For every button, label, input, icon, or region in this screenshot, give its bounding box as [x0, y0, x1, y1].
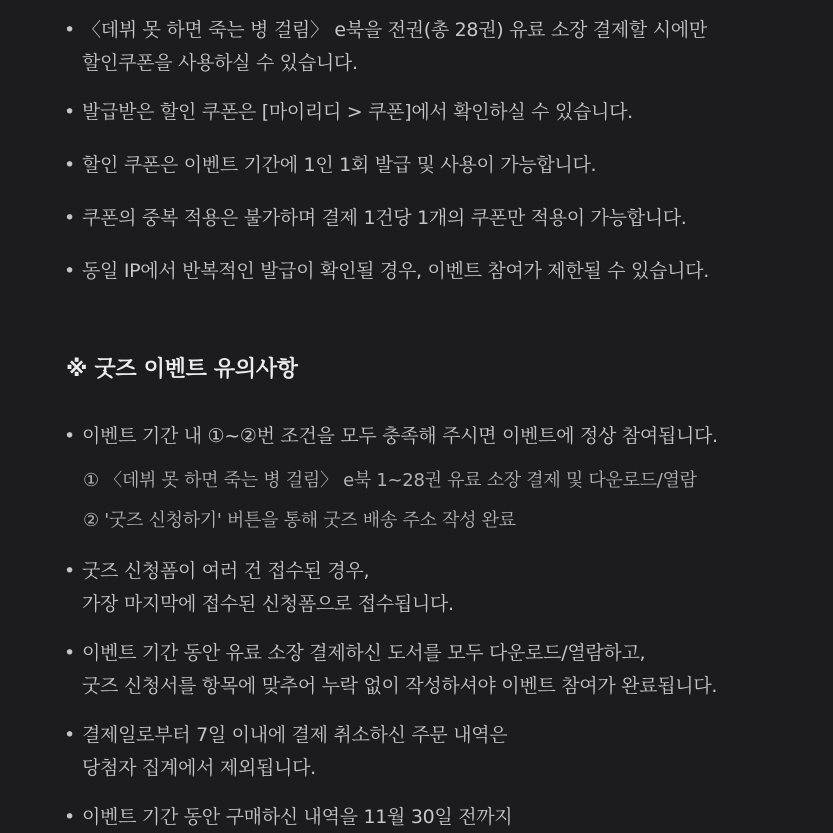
note-line: 〈데뷔 못 하면 죽는 병 걸림〉 e북을 전권(총 28권) 유료 소장 결제할 시에만	[82, 19, 707, 41]
list-item	[0, 202, 833, 235]
bullet: •	[64, 560, 75, 582]
note-line: 동일 IP에서 반복적인 발급이 확인될 경우, 이벤트 참여가 제한될 수 있습니다.	[82, 260, 709, 282]
condition-item: ① 〈데뷔 못 하면 죽는 병 걸림〉 e북 1~28권 유료 소장 결제 및 다운로드/열람	[83, 470, 697, 491]
coupon-notes-list	[0, 14, 833, 288]
list-item	[0, 255, 833, 288]
note-line: 발급받은 할인 쿠폰은 [마이리디 > 쿠폰]에서 확인하실 수 있습니다.	[82, 101, 633, 123]
bullet: •	[64, 806, 75, 828]
note-line: 결제일로부터 7일 이내에 결제 취소하신 주문 내역은	[82, 724, 508, 746]
note-line: 이벤트 기간 내 ①~②번 조건을 모두 충족해 주시면 이벤트에 정상 참여됩니다.	[82, 425, 718, 447]
list-item	[0, 96, 833, 129]
note-line: 할인쿠폰을 사용하실 수 있습니다.	[82, 52, 358, 74]
bullet: •	[64, 101, 75, 123]
list-item	[0, 420, 833, 453]
note-line: 가장 마지막에 접수된 신청폼으로 접수됩니다.	[82, 593, 454, 615]
note-line: 당첨자 집계에서 제외됩니다.	[82, 757, 316, 779]
bullet: •	[64, 19, 75, 41]
note-line: 굿즈 신청폼이 여러 건 접수된 경우,	[82, 560, 370, 582]
bullet: •	[64, 425, 75, 447]
list-item	[0, 555, 833, 621]
note-line: 굿즈 신청서를 항목에 맞추어 누락 없이 작성하셔야 이벤트 참여가 완료됩니다.	[82, 675, 718, 697]
list-item	[0, 14, 833, 80]
bullet: •	[64, 642, 75, 664]
bullet: •	[64, 207, 75, 229]
bullet: •	[64, 260, 75, 282]
goods-notes-list	[0, 420, 833, 833]
condition-item: ② '굿즈 신청하기' 버튼을 통해 굿즈 배송 주소 작성 완료	[83, 510, 516, 531]
note-line: 쿠폰의 중복 적용은 불가하며 결제 1건당 1개의 쿠폰만 적용이 가능합니다.	[82, 207, 687, 229]
list-item	[0, 719, 833, 785]
bullet: •	[64, 724, 75, 746]
note-line: 할인 쿠폰은 이벤트 기간에 1인 1회 발급 및 사용이 가능합니다.	[82, 154, 597, 176]
list-item	[0, 801, 833, 833]
note-line: 이벤트 기간 동안 유료 소장 결제하신 도서를 모두 다운로드/열람하고,	[82, 642, 646, 664]
list-item	[0, 149, 833, 182]
bullet: •	[64, 154, 75, 176]
section-title: ※ 굿즈 이벤트 유의사항	[66, 357, 298, 382]
list-item	[0, 637, 833, 703]
note-line: 이벤트 기간 동안 구매하신 내역을 11월 30일 전까지	[82, 806, 513, 828]
